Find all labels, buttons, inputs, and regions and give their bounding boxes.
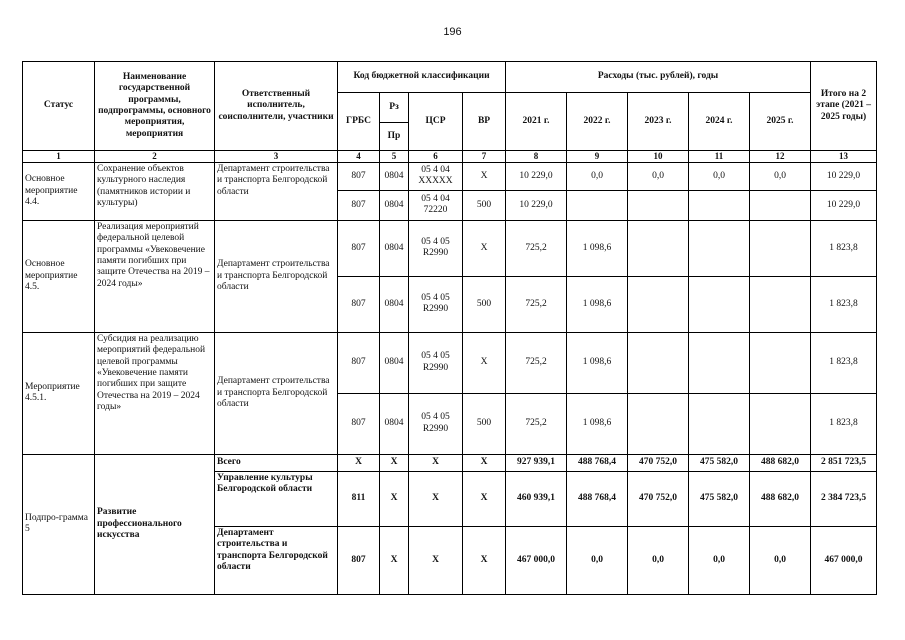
row-executor: Департамент строительства и транспорта Белгородской области (215, 220, 338, 332)
cell-2025 (750, 190, 811, 220)
cell-2023: 0,0 (628, 162, 689, 190)
row-status: Мероприятие 4.5.1. (23, 332, 95, 454)
cell-2025: 488 682,0 (750, 471, 811, 526)
cell-rzpr: 0804 (380, 393, 409, 454)
cell-2021: 10 229,0 (506, 190, 567, 220)
row-status: Основное мероприятие 4.4. (23, 162, 95, 220)
cell-2021: 460 939,1 (506, 471, 567, 526)
cell-rzpr: 0804 (380, 162, 409, 190)
cell-rzpr: 0804 (380, 332, 409, 393)
column-number: 12 (750, 151, 811, 163)
row-name: Сохранение объектов культурного наследия (памятников истории и культуры) (95, 162, 215, 220)
cell-2025 (750, 332, 811, 393)
header-pr: Пр (380, 123, 409, 151)
header-name: Наименование государственной программы, подпрограммы, основного мероприятия, мероприятия (95, 62, 215, 151)
header-vr: ВР (463, 93, 506, 151)
cell-2022: 0,0 (567, 162, 628, 190)
header-year-2025: 2025 г. (750, 93, 811, 151)
header-year-2024: 2024 г. (689, 93, 750, 151)
cell-grbs: 807 (338, 393, 380, 454)
column-number: 13 (811, 151, 877, 163)
cell-2023 (628, 332, 689, 393)
cell-2023 (628, 190, 689, 220)
cell-grbs: 811 (338, 471, 380, 526)
cell-csr: 05 4 05 R2990 (409, 276, 463, 332)
column-number: 8 (506, 151, 567, 163)
header-budget-code: Код бюджетной классификации (338, 62, 506, 93)
cell-rzpr: 0804 (380, 190, 409, 220)
cell-csr: X (409, 526, 463, 594)
cell-2023 (628, 393, 689, 454)
cell-rzpr: 0804 (380, 220, 409, 276)
header-year-2023: 2023 г. (628, 93, 689, 151)
header-status: Статус (23, 62, 95, 151)
cell-csr: 05 4 05 R2990 (409, 332, 463, 393)
cell-2024 (689, 332, 750, 393)
header-total: Итого на 2 этапе (2021 – 2025 годы) (811, 62, 877, 151)
cell-2024 (689, 276, 750, 332)
cell-rzpr: X (380, 454, 409, 471)
cell-vr: X (463, 162, 506, 190)
column-number: 6 (409, 151, 463, 163)
cell-2022: 1 098,6 (567, 332, 628, 393)
cell-grbs: 807 (338, 526, 380, 594)
cell-2025 (750, 276, 811, 332)
column-number: 2 (95, 151, 215, 163)
cell-csr: 05 4 04 72220 (409, 190, 463, 220)
cell-rzpr: X (380, 526, 409, 594)
cell-vr: 500 (463, 190, 506, 220)
budget-table (22, 61, 877, 595)
cell-total: 1 823,8 (811, 332, 877, 393)
header-expenses: Расходы (тыс. рублей), годы (506, 62, 811, 93)
column-number: 11 (689, 151, 750, 163)
cell-csr: 05 4 05 R2990 (409, 220, 463, 276)
cell-vr: X (463, 526, 506, 594)
cell-vr: 500 (463, 276, 506, 332)
cell-vr: X (463, 471, 506, 526)
cell-2025: 488 682,0 (750, 454, 811, 471)
cell-2021: 725,2 (506, 276, 567, 332)
column-number: 3 (215, 151, 338, 163)
cell-grbs: X (338, 454, 380, 471)
header-grbs: ГРБС (338, 93, 380, 151)
cell-2023 (628, 220, 689, 276)
row-executor: Департамент строительства и транспорта Белгородской области (215, 526, 338, 594)
cell-2025 (750, 220, 811, 276)
cell-2022: 0,0 (567, 526, 628, 594)
column-number: 5 (380, 151, 409, 163)
table-row (23, 454, 877, 471)
row-name: Развитие профессионального искусства (95, 454, 215, 594)
column-number: 1 (23, 151, 95, 163)
cell-total: 1 823,8 (811, 393, 877, 454)
cell-total: 1 823,8 (811, 220, 877, 276)
header-csr: ЦСР (409, 93, 463, 151)
cell-2025: 0,0 (750, 162, 811, 190)
cell-2024 (689, 190, 750, 220)
cell-grbs: 807 (338, 190, 380, 220)
column-number-row (23, 151, 877, 163)
cell-csr: 05 4 04 XXXXX (409, 162, 463, 190)
cell-2024: 0,0 (689, 526, 750, 594)
row-executor: Всего (215, 454, 338, 471)
cell-2022: 1 098,6 (567, 276, 628, 332)
cell-2022 (567, 190, 628, 220)
cell-total: 467 000,0 (811, 526, 877, 594)
cell-2024 (689, 220, 750, 276)
cell-csr: 05 4 05 R2990 (409, 393, 463, 454)
cell-total: 10 229,0 (811, 190, 877, 220)
cell-total: 2 851 723,5 (811, 454, 877, 471)
cell-csr: X (409, 471, 463, 526)
cell-rzpr: 0804 (380, 276, 409, 332)
column-number: 10 (628, 151, 689, 163)
cell-grbs: 807 (338, 220, 380, 276)
cell-2023: 0,0 (628, 526, 689, 594)
cell-2022: 1 098,6 (567, 393, 628, 454)
cell-2022: 488 768,4 (567, 471, 628, 526)
cell-grbs: 807 (338, 332, 380, 393)
row-status: Основное мероприятие 4.5. (23, 220, 95, 332)
cell-total: 2 384 723,5 (811, 471, 877, 526)
cell-grbs: 807 (338, 162, 380, 190)
row-executor: Управление культуры Белгородской области (215, 471, 338, 526)
table-row (23, 332, 877, 393)
row-executor: Департамент строительства и транспорта Белгородской области (215, 162, 338, 220)
cell-2021: 467 000,0 (506, 526, 567, 594)
header-year-2022: 2022 г. (567, 93, 628, 151)
cell-2024: 0,0 (689, 162, 750, 190)
cell-total: 1 823,8 (811, 276, 877, 332)
cell-2022: 1 098,6 (567, 220, 628, 276)
cell-2024 (689, 393, 750, 454)
header-year-2021: 2021 г. (506, 93, 567, 151)
cell-2022: 488 768,4 (567, 454, 628, 471)
cell-2024: 475 582,0 (689, 454, 750, 471)
cell-2021: 725,2 (506, 393, 567, 454)
cell-2025: 0,0 (750, 526, 811, 594)
cell-vr: X (463, 220, 506, 276)
cell-vr: X (463, 332, 506, 393)
column-number: 9 (567, 151, 628, 163)
row-executor: Департамент строительства и транспорта Белгородской области (215, 332, 338, 454)
cell-2021: 927 939,1 (506, 454, 567, 471)
cell-2021: 725,2 (506, 332, 567, 393)
cell-2024: 475 582,0 (689, 471, 750, 526)
cell-2023: 470 752,0 (628, 454, 689, 471)
column-number: 4 (338, 151, 380, 163)
cell-total: 10 229,0 (811, 162, 877, 190)
cell-csr: X (409, 454, 463, 471)
header-rz: Рз (380, 93, 409, 123)
header-executor: Ответственный исполнитель, соисполнители, участники (215, 62, 338, 151)
cell-2021: 10 229,0 (506, 162, 567, 190)
column-number: 7 (463, 151, 506, 163)
cell-rzpr: X (380, 471, 409, 526)
cell-vr: X (463, 454, 506, 471)
page-number: 196 (443, 26, 462, 38)
table-row (23, 162, 877, 190)
cell-2023: 470 752,0 (628, 471, 689, 526)
table-row (23, 220, 877, 276)
row-name: Реализация мероприятий федеральной целевой программы «Увековечение памяти погибших при защите Отечества на 2019 – 2024 годы» (95, 220, 215, 332)
cell-vr: 500 (463, 393, 506, 454)
cell-2025 (750, 393, 811, 454)
cell-2021: 725,2 (506, 220, 567, 276)
cell-grbs: 807 (338, 276, 380, 332)
row-status: Подпро-грамма 5 (23, 454, 95, 594)
row-name: Субсидия на реализацию мероприятий федеральной целевой программы «Увековечение памяти погибших при защите Отечества на 2019 – 2024 годы» (95, 332, 215, 454)
cell-2023 (628, 276, 689, 332)
